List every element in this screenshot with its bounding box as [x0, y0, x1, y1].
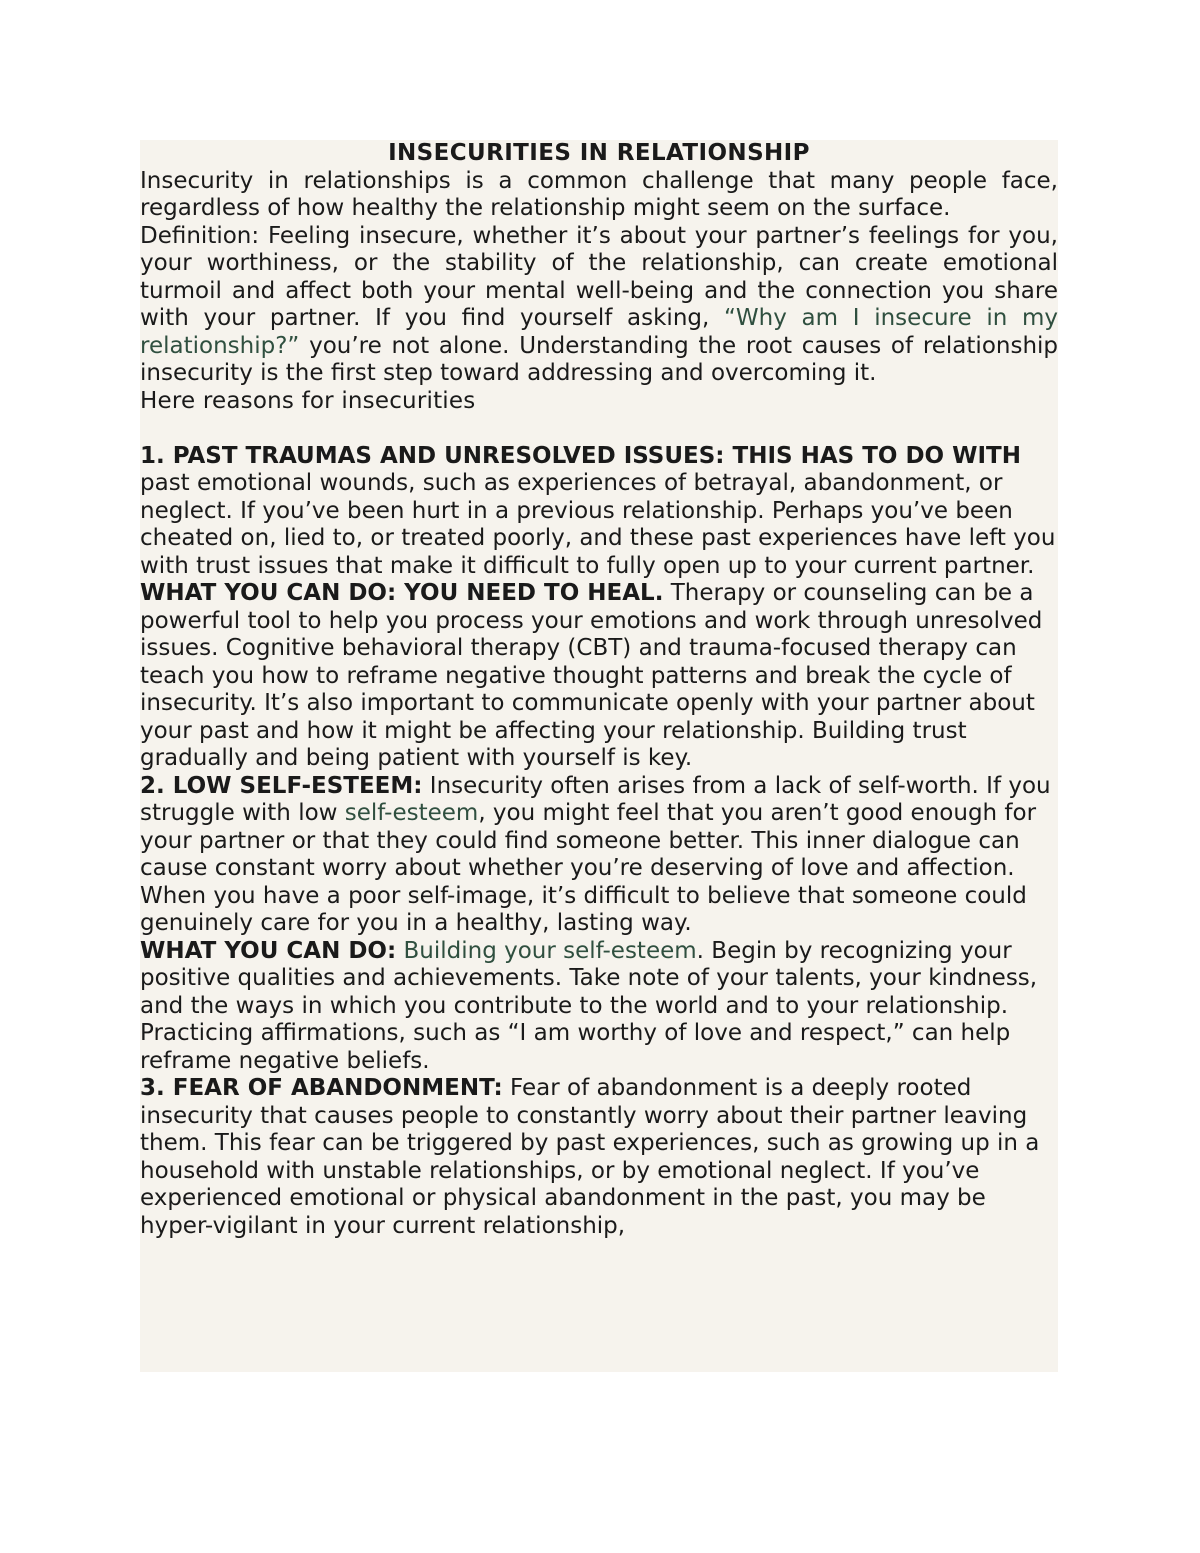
section-2-action-heading: WHAT YOU CAN DO: [140, 937, 397, 964]
section-1-action-heading: WHAT YOU CAN DO: YOU NEED TO HEAL. [140, 580, 664, 606]
section-2-action-paragraph [140, 938, 1058, 1076]
document-body [140, 140, 1058, 1372]
section-2-paragraph [140, 773, 1058, 938]
document-title: INSECURITIES IN RELATIONSHIP [388, 140, 810, 166]
quote-link[interactable]: “Why am I insecure in my relationship?” [140, 305, 1058, 359]
building-self-esteem-link[interactable]: Building your self-esteem [403, 937, 697, 964]
section-3-body: Fear of abandonment is a deeply rooted insecurity that causes people to constantly worry about their partner leaving them. This fear can be triggered by past experiences, such as growing up in a household with unstable relationships, or by emotional neglect. If you’ve experienced emotional or physical abandonment in the past, you may be hyper-vigilant in your current relationship, [140, 1075, 1040, 1239]
section-1-body: past emotional wounds, such as experiences of betrayal, abandonment, or neglect. If you’ve been hurt in a previous relationship. Perhaps you’ve been cheated on, lied to, or treated poorly, and these past experiences have left you with trust issues that make it difficult to fully open up to your current partner. [140, 470, 1056, 579]
reasons-intro: Here reasons for insecurities [140, 387, 476, 414]
section-1-action-paragraph [140, 580, 1058, 773]
self-esteem-link[interactable]: self-esteem [344, 800, 479, 826]
definition-text-continued: you’re not alone. Understanding the root causes of relationship insecurity is the first step toward addressing and overcoming it. [140, 332, 1059, 386]
section-1-action-body: Therapy or counseling can be a powerful tool to help you process your emotions and work through unresolved issues. Cognitive behavioral therapy (CBT) and trauma-focused therapy can teach you how to reframe negative thought patterns and break the cycle of insecurity. It’s also important to communicate openly with your partner about your past and how it might be affecting your relationship. Building trust gradually and being patient with yourself is key. [140, 580, 1043, 771]
definition-paragraph [140, 223, 1058, 388]
section-3-paragraph [140, 1075, 1058, 1240]
section-2-action-body: . Begin by recognizing your positive qualities and achievements. Take note of your talents, your kindness, and the ways in which you contribute to the world and to your relationship. Practicing affirmations, such as “I am worthy of love and respect,” can help reframe negative beliefs. [140, 937, 1038, 1074]
section-1-paragraph [140, 443, 1058, 581]
section-2-body-continued: , you might feel that you aren’t good enough for your partner or that they could find someone better. This inner dialogue can cause constant worry about whether you’re deserving of love and affection. When you have a poor self-image, it’s difficult to believe that someone could genuinely care for you in a healthy, lasting way. [140, 800, 1037, 936]
intro-paragraph: Insecurity in relationships is a common challenge that many people face, regardless of how healthy the relationship might seem on the surface. [140, 167, 1058, 221]
section-1-heading: 1. PAST TRAUMAS AND UNRESOLVED ISSUES: THIS HAS TO DO WITH [140, 442, 1021, 469]
section-2-body: Insecurity often arises from a lack of self-worth. If you struggle with low [140, 772, 1051, 826]
blank-line [140, 415, 1058, 443]
section-3-heading: 3. FEAR OF ABANDONMENT: [140, 1075, 503, 1101]
section-2-heading: 2. LOW SELF-ESTEEM: [140, 772, 423, 799]
definition-text: Definition: Feeling insecure, whether it’s about your partner’s feelings for you, your worthiness, or the stability of the relationship, can create emotional turmoil and affect both your mental well-being and the connection you share with your partner. If you find yourself asking, [140, 222, 1058, 331]
